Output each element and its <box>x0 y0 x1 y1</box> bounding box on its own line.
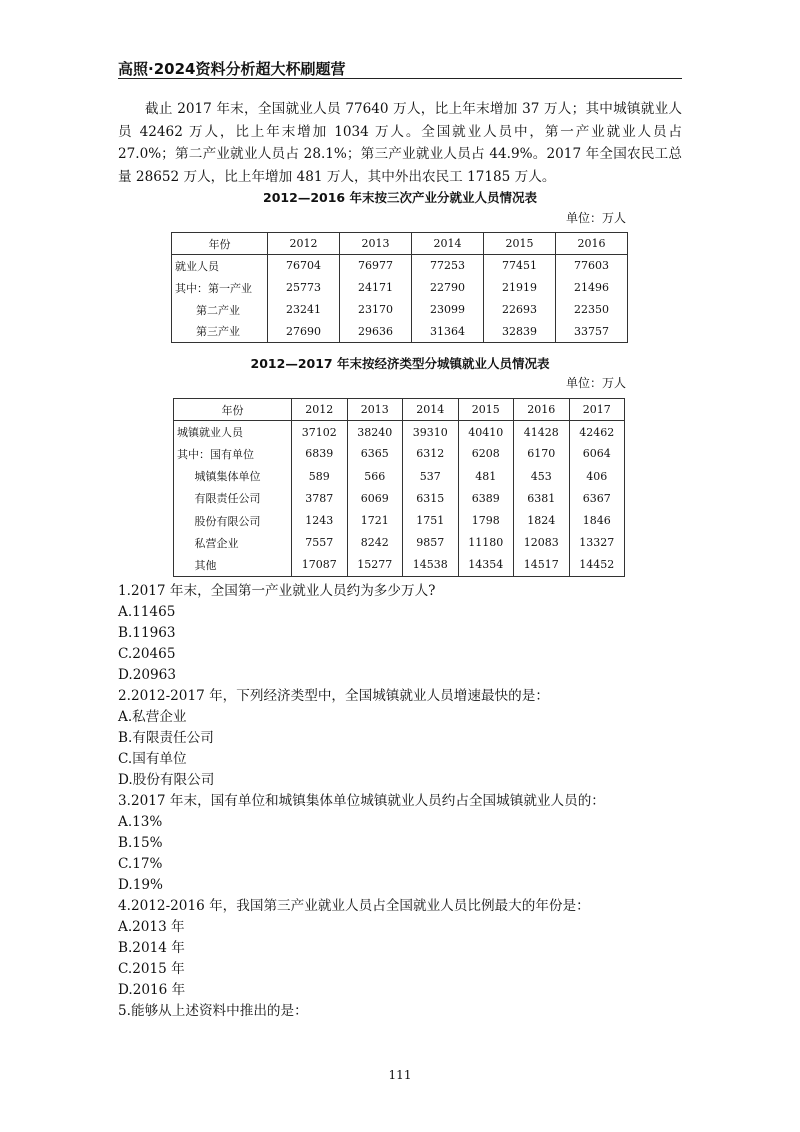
question-2-option[interactable]: A.私营企业 <box>118 709 187 725</box>
question-5-stem: 5.能够从上述资料中推出的是： <box>118 1003 308 1019</box>
table2-cell: 8242 <box>347 532 403 554</box>
table1-cell: 22350 <box>556 299 628 321</box>
table2-cell: 42462 <box>569 421 625 443</box>
table1-cell: 22693 <box>484 299 556 321</box>
table1-cell: 23099 <box>412 299 484 321</box>
table2-row-label: 私营企业 <box>174 532 292 554</box>
question-1-option[interactable]: B.11963 <box>118 625 176 641</box>
table1-title: 2012—2016 年末按三次产业分就业人员情况表 <box>263 190 537 205</box>
question-4-option[interactable]: D.2016 年 <box>118 982 186 998</box>
table2-cell: 6315 <box>403 487 459 509</box>
table2-cell: 14517 <box>514 554 570 576</box>
table2 <box>173 398 625 577</box>
table1-cell: 76977 <box>340 255 412 277</box>
table1-cell: 22790 <box>412 277 484 299</box>
question-3-option[interactable]: A.13% <box>118 814 163 830</box>
table2-header-cell: 2014 <box>403 399 459 421</box>
table2-cell: 6208 <box>458 443 514 465</box>
table2-cell: 37102 <box>292 421 348 443</box>
table2-cell: 7557 <box>292 532 348 554</box>
table1-cell: 77451 <box>484 255 556 277</box>
question-4-option[interactable]: C.2015 年 <box>118 961 185 977</box>
table2-cell: 6381 <box>514 487 570 509</box>
question-1-option[interactable]: A.11465 <box>118 604 176 620</box>
table1-cell: 76704 <box>268 255 340 277</box>
table2-row-label: 其中：国有单位 <box>174 443 292 465</box>
table1-row-label: 第三产业 <box>172 321 268 343</box>
question-2-option[interactable]: B.有限责任公司 <box>118 730 214 746</box>
table2-cell: 6839 <box>292 443 348 465</box>
table2-row <box>174 421 625 443</box>
table2-cell: 15277 <box>347 554 403 576</box>
table2-cell: 566 <box>347 465 403 487</box>
table1-row <box>172 277 628 299</box>
question-2-option[interactable]: D.股份有限公司 <box>118 772 215 788</box>
question-1-option[interactable]: D.20963 <box>118 667 176 683</box>
table2-cell: 1846 <box>569 509 625 531</box>
table2-row-label: 股份有限公司 <box>174 509 292 531</box>
table1-cell: 27690 <box>268 321 340 343</box>
table1-cell: 77603 <box>556 255 628 277</box>
question-3-option[interactable]: D.19% <box>118 877 163 893</box>
table2-row <box>174 554 625 576</box>
table2-cell: 12083 <box>514 532 570 554</box>
table2-cell: 9857 <box>403 532 459 554</box>
table1-header-cell: 2014 <box>412 233 484 255</box>
table2-cell: 38240 <box>347 421 403 443</box>
table1-row <box>172 321 628 343</box>
table2-cell: 3787 <box>292 487 348 509</box>
table1-cell: 21919 <box>484 277 556 299</box>
table2-cell: 39310 <box>403 421 459 443</box>
table2-cell: 481 <box>458 465 514 487</box>
table2-row-label: 其他 <box>174 554 292 576</box>
table2-cell: 537 <box>403 465 459 487</box>
question-4-option[interactable]: A.2013 年 <box>118 919 185 935</box>
table1-header-cell: 2012 <box>268 233 340 255</box>
table2-cell: 453 <box>514 465 570 487</box>
table2-header-cell: 2017 <box>569 399 625 421</box>
table1-header-row <box>172 233 628 255</box>
table1-header-cell: 年份 <box>172 233 268 255</box>
table1-header-cell: 2013 <box>340 233 412 255</box>
table2-header-cell: 2012 <box>292 399 348 421</box>
table2-row <box>174 487 625 509</box>
page-number: 111 <box>388 1068 412 1082</box>
table1-row <box>172 255 628 277</box>
table1-cell: 25773 <box>268 277 340 299</box>
question-2-stem: 2.2012-2017 年，下列经济类型中，全国城镇就业人员增速最快的是： <box>118 688 549 704</box>
table1-row-label: 其中：第一产业 <box>172 277 268 299</box>
table2-header-cell: 2016 <box>514 399 570 421</box>
table1-header-cell: 2016 <box>556 233 628 255</box>
table1-cell: 24171 <box>340 277 412 299</box>
table2-header-row <box>174 399 625 421</box>
table2-cell: 589 <box>292 465 348 487</box>
table2-cell: 1751 <box>403 509 459 531</box>
table1 <box>171 232 628 343</box>
intro-paragraph: 截止 2017 年末，全国就业人员 77640 万人，比上年末增加 37 万人；其中城镇就业人员 42462 万人，比上年末增加 1034 万人。全国就业人员中，第一产业就业人员占 27.0%；第二产业就业人员占 28.1%；第三产业就业人员占 44.9%。2017 年全国农民工总量 28652 万人，比上年增加 481 万人，其中外出农民工 17185 万人。 <box>118 101 682 185</box>
question-3-option[interactable]: C.17% <box>118 856 163 872</box>
table2-cell: 6312 <box>403 443 459 465</box>
page-header-title: 高照·2024资料分析超大杯刷题营 <box>118 60 346 78</box>
table2-cell: 40410 <box>458 421 514 443</box>
table1-cell: 77253 <box>412 255 484 277</box>
table2-cell: 6069 <box>347 487 403 509</box>
question-3-stem: 3.2017 年末，国有单位和城镇集体单位城镇就业人员约占全国城镇就业人员的： <box>118 793 605 809</box>
table1-cell: 29636 <box>340 321 412 343</box>
table1-unit: 单位：万人 <box>566 211 627 225</box>
table2-row <box>174 509 625 531</box>
table2-cell: 14452 <box>569 554 625 576</box>
question-3-option[interactable]: B.15% <box>118 835 163 851</box>
table2-cell: 11180 <box>458 532 514 554</box>
question-2-option[interactable]: C.国有单位 <box>118 751 187 767</box>
table1-cell: 31364 <box>412 321 484 343</box>
table1-row-label: 第二产业 <box>172 299 268 321</box>
table1-cell: 23241 <box>268 299 340 321</box>
table2-row <box>174 465 625 487</box>
question-1-stem: 1.2017 年末，全国第一产业就业人员约为多少万人? <box>118 583 436 599</box>
table1-row <box>172 299 628 321</box>
question-4-stem: 4.2012-2016 年，我国第三产业就业人员占全国就业人员比例最大的年份是： <box>118 898 590 914</box>
table1-cell: 23170 <box>340 299 412 321</box>
table2-cell: 17087 <box>292 554 348 576</box>
table2-cell: 6389 <box>458 487 514 509</box>
table1-header-cell: 2015 <box>484 233 556 255</box>
table2-row-label: 有限责任公司 <box>174 487 292 509</box>
header-divider <box>118 78 682 79</box>
table2-header-cell: 2013 <box>347 399 403 421</box>
table2-row-label: 城镇集体单位 <box>174 465 292 487</box>
table2-cell: 406 <box>569 465 625 487</box>
table2-cell: 14354 <box>458 554 514 576</box>
table2-unit: 单位：万人 <box>566 376 627 390</box>
table2-header-cell: 2015 <box>458 399 514 421</box>
question-1-option[interactable]: C.20465 <box>118 646 176 662</box>
table2-cell: 6170 <box>514 443 570 465</box>
table2-row-label: 城镇就业人员 <box>174 421 292 443</box>
table2-title: 2012—2017 年末按经济类型分城镇就业人员情况表 <box>250 356 550 371</box>
table1-cell: 33757 <box>556 321 628 343</box>
table2-cell: 6365 <box>347 443 403 465</box>
table2-cell: 14538 <box>403 554 459 576</box>
table2-cell: 6367 <box>569 487 625 509</box>
table2-cell: 13327 <box>569 532 625 554</box>
question-4-option[interactable]: B.2014 年 <box>118 940 185 956</box>
table2-cell: 41428 <box>514 421 570 443</box>
table1-cell: 21496 <box>556 277 628 299</box>
table2-row <box>174 443 625 465</box>
table2-cell: 1824 <box>514 509 570 531</box>
table2-header-cell: 年份 <box>174 399 292 421</box>
table2-row <box>174 532 625 554</box>
table2-cell: 1721 <box>347 509 403 531</box>
table2-cell: 1798 <box>458 509 514 531</box>
table1-cell: 32839 <box>484 321 556 343</box>
table2-cell: 6064 <box>569 443 625 465</box>
table1-row-label: 就业人员 <box>172 255 268 277</box>
table2-cell: 1243 <box>292 509 348 531</box>
